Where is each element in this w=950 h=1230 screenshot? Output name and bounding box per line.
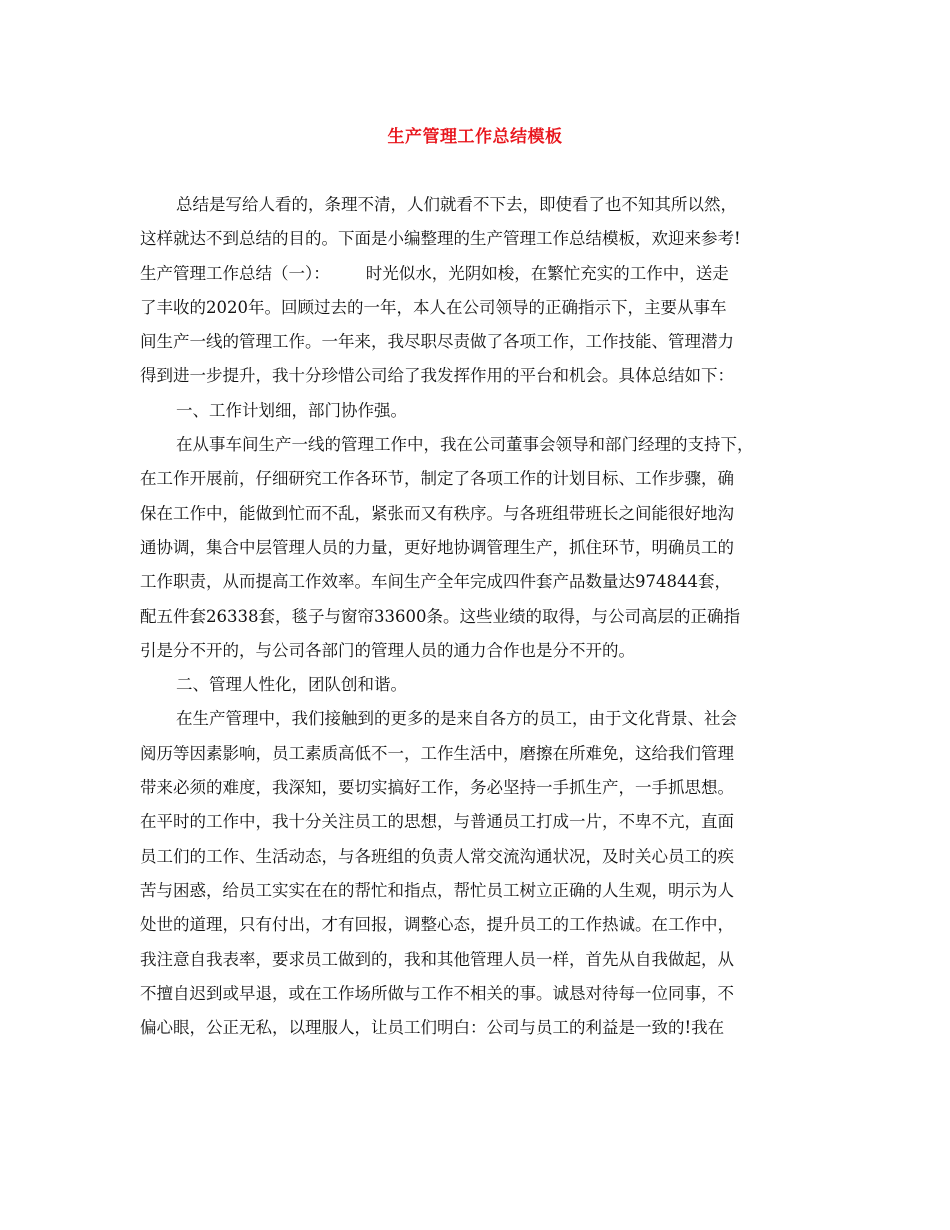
paragraph-line: 不擅自迟到或早退，或在工作场所做与工作不相关的事。诚恳对待每一位同事，不 — [140, 983, 734, 1003]
paragraph-line: 在工作开展前，仔细研究工作各环节，制定了各项工作的计划目标、工作步骤，确 — [140, 469, 734, 489]
section-heading: 一、工作计划细，部门协作强。 — [176, 400, 407, 420]
paragraph-line: 通协调，集合中层管理人员的力量，更好地协调管理生产，抓住环节，明确员工的 — [140, 537, 734, 557]
paragraph-line: 了丰收的2020年。回顾过去的一年，本人在公司领导的正确指示下，主要从事车 — [140, 297, 727, 317]
paragraph-line: 得到进一步提升，我十分珍惜公司给了我发挥作用的平台和机会。具体总结如下： — [140, 366, 734, 386]
paragraph-line: 配五件套26338套，毯子与窗帘33600条。这些业绩的取得，与公司高层的正确指 — [140, 606, 740, 626]
section-heading: 生产管理工作总结（一）： — [140, 263, 330, 283]
paragraph-line: 偏心眼，公正无私，以理服人，让员工们明白：公司与员工的利益是一致的!我在 — [140, 1018, 725, 1038]
document-body — [140, 188, 828, 1045]
paragraph-line: 保在工作中，能做到忙而不乱，紧张而又有秩序。与各班组带班长之间能很好地沟 — [140, 503, 734, 523]
paragraph-line: 在从事车间生产一线的管理工作中，我在公司董事会领导和部门经理的支持下， — [176, 435, 754, 455]
document-title: 生产管理工作总结模板 — [387, 127, 563, 147]
paragraph-line: 我注意自我表率，要求员工做到的，我和其他管理人员一样，首先从自我做起，从 — [140, 949, 734, 969]
paragraph-line: 苦与困惑，给员工实实在在的帮忙和指点，帮忙员工树立正确的人生观，明示为人 — [140, 880, 734, 900]
paragraph-line: 在生产管理中，我们接触到的更多的是来自各方的员工，由于文化背景、社会 — [176, 709, 737, 729]
paragraph-line: 在平时的工作中，我十分关注员工的思想，与普通员工打成一片，不卑不亢，直面 — [140, 812, 734, 832]
paragraph-line: 带来必须的难度，我深知，要切实搞好工作，务必坚持一手抓生产，一手抓思想。 — [140, 778, 734, 798]
paragraph-line — [140, 257, 828, 291]
section-heading: 二、管理人性化，团队创和谐。 — [176, 675, 407, 695]
paragraph-line: 间生产一线的管理工作。一年来，我尽职尽责做了各项工作，工作技能、管理潜力 — [140, 332, 734, 352]
paragraph-line: 引是分不开的，与公司各部门的管理人员的通力合作也是分不开的。 — [140, 640, 635, 660]
paragraph-line: 阅历等因素影响，员工素质高低不一，工作生活中，磨擦在所难免，这给我们管理 — [140, 743, 734, 763]
paragraph-text: 时光似水，光阴如梭，在繁忙充实的工作中，送走 — [365, 263, 729, 283]
paragraph-line: 工作职责，从而提高工作效率。车间生产全年完成四件套产品数量达974844套， — [140, 572, 731, 592]
paragraph-line: 员工们的工作、生活动态，与各班组的负责人常交流沟通状况，及时关心员工的疾 — [140, 846, 734, 866]
paragraph-line: 处世的道理，只有付出，才有回报，调整心态，提升员工的工作热诚。在工作中， — [140, 915, 734, 935]
paragraph-line: 这样就达不到总结的目的。下面是小编整理的生产管理工作总结模板，欢迎来参考! — [140, 229, 741, 249]
paragraph-line: 总结是写给人看的，条理不清，人们就看不下去，即使看了也不知其所以然， — [176, 195, 737, 214]
